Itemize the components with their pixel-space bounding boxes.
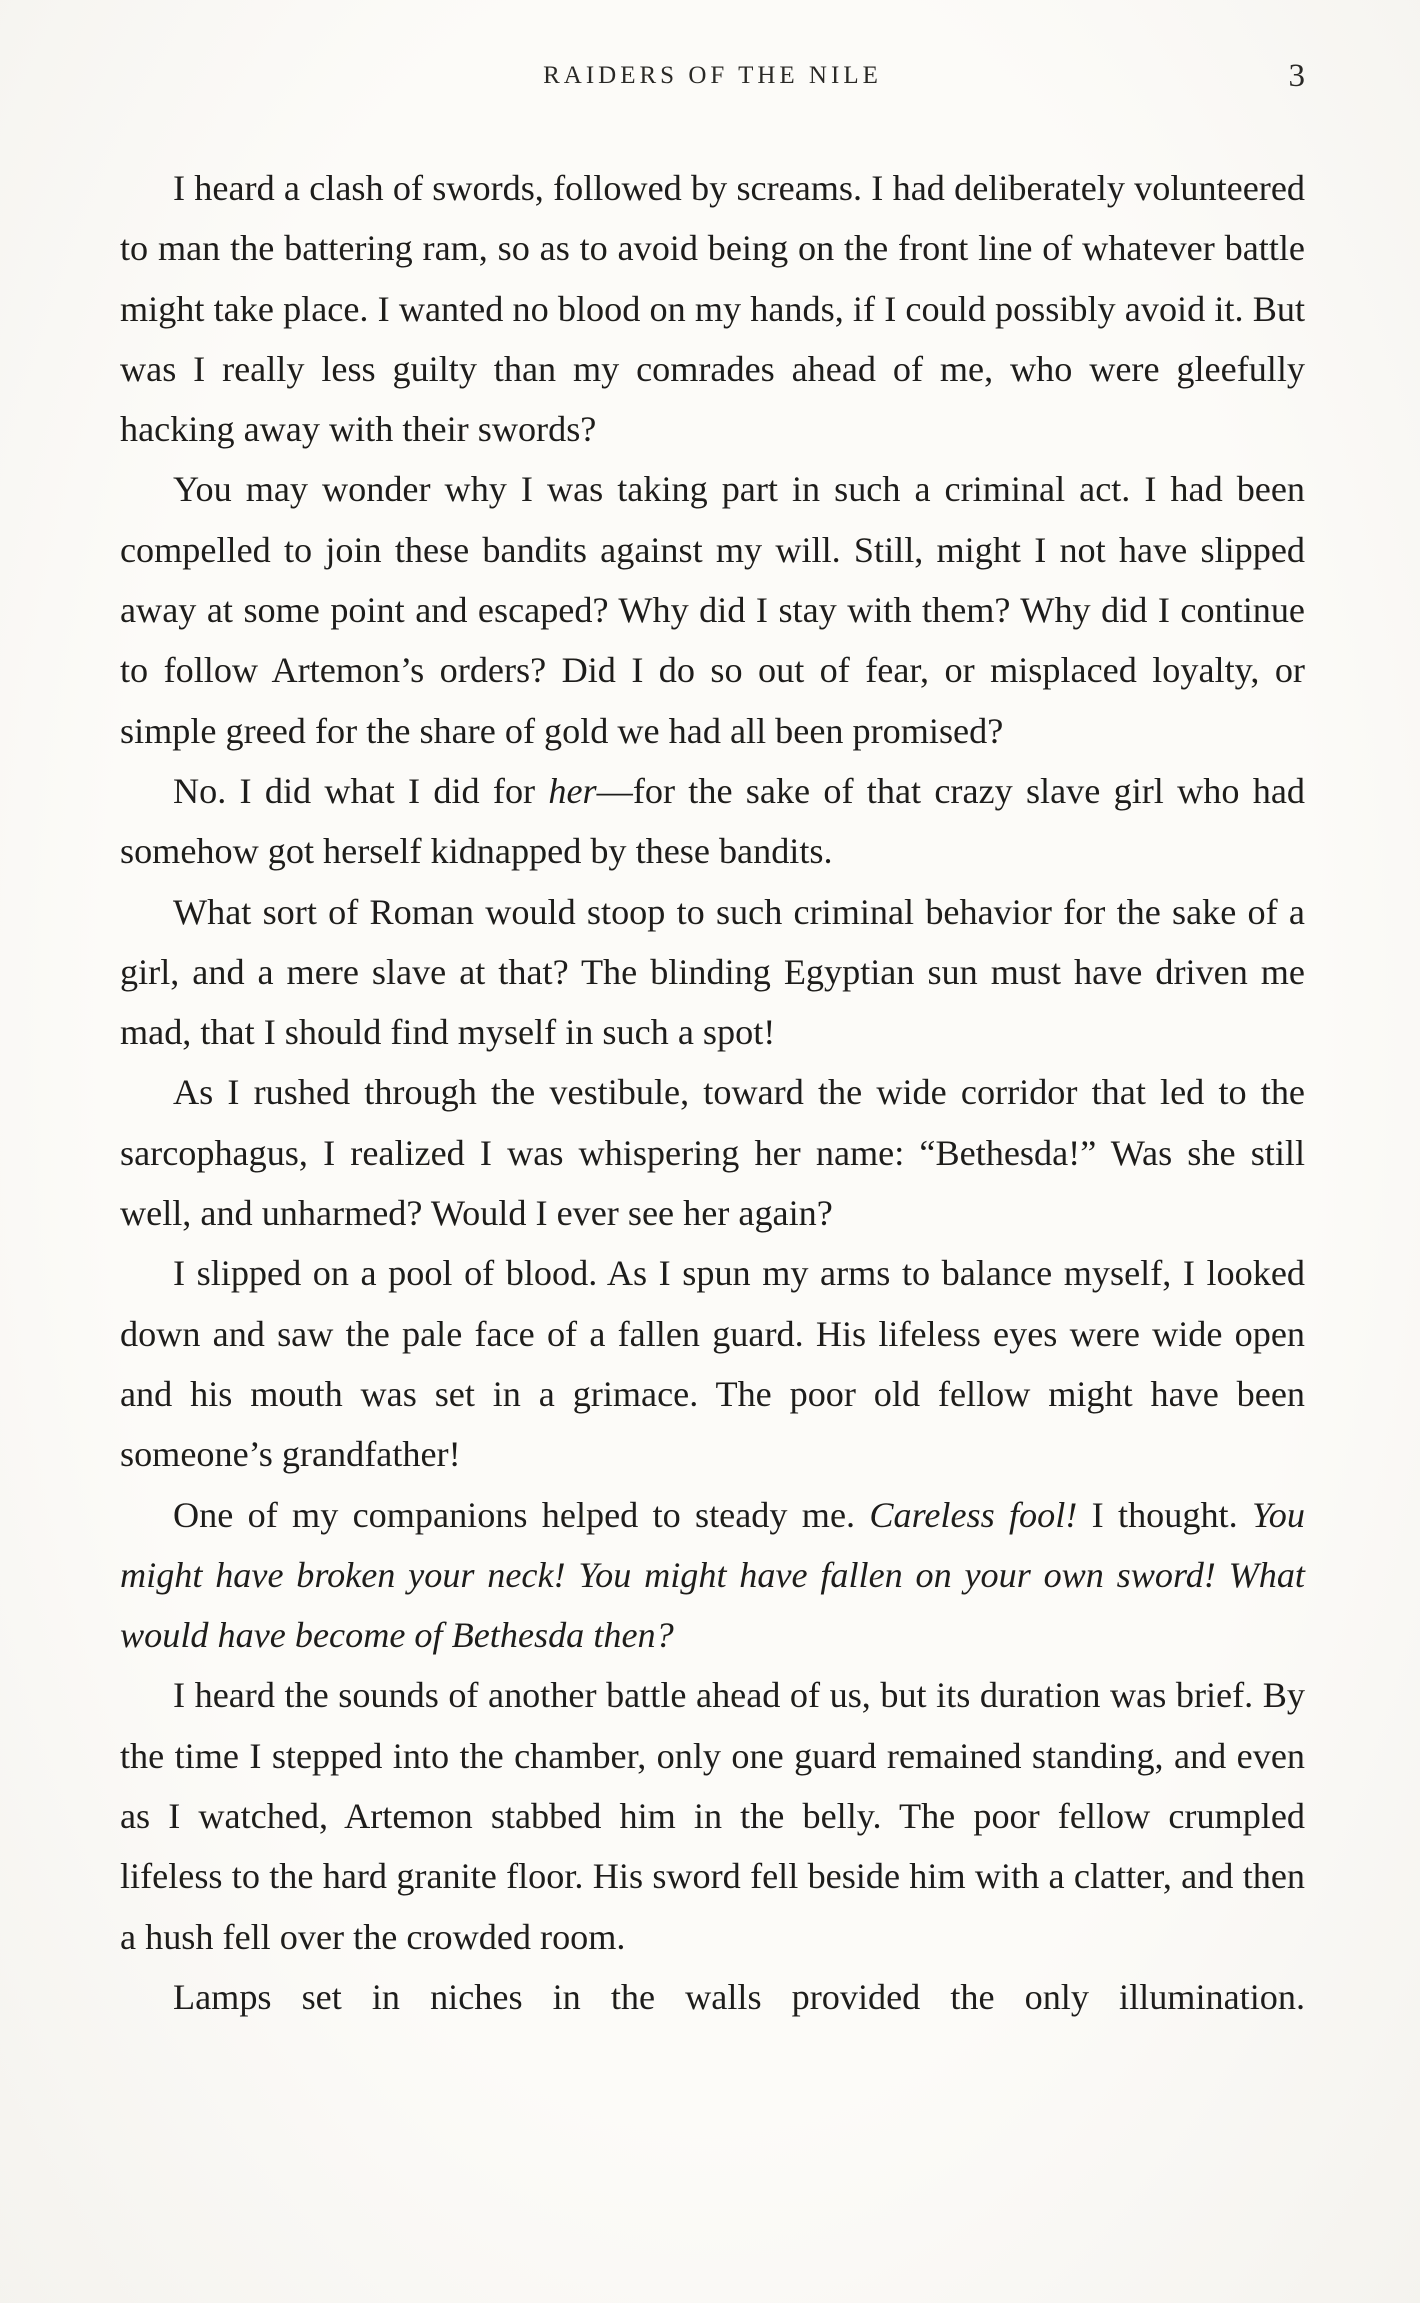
- page-header: [120, 58, 1305, 98]
- paragraph: [120, 1485, 1305, 1666]
- italic-text: Careless fool!: [869, 1494, 1078, 1535]
- text-run: Lamps set in niches in the walls provided the only illumination.: [173, 1976, 1305, 2017]
- page-number: 3: [1288, 58, 1305, 94]
- text-run: No. I did what I did for: [173, 770, 549, 811]
- paragraph: [120, 882, 1305, 1063]
- text-run: I slipped on a pool of blood. As I spun my arms to balance myself, I looked down and saw the pale face of a fallen guard. His lifeless eyes were wide open and his mouth was set in a grimace. The poor old fellow might have been someone’s grandfather!: [120, 1253, 1305, 1475]
- paragraph: [120, 1665, 1305, 1966]
- text-run: I thought.: [1077, 1494, 1252, 1535]
- text-run: I heard the sounds of another battle ahead of us, but its duration was brief. By the time I stepped into the chamber, only one guard remained standing, and even as I watched, Artemon stabbed him in the belly. The poor fellow crumpled lifeless to the hard granite floor. His sword fell beside him with a clatter, and then a hush fell over the crowded room.: [120, 1675, 1305, 1957]
- text-run: You may wonder why I was taking part in such a criminal act. I had been compelled to join these bandits against my will. Still, might I not have slipped away at some point and escaped? Why did I stay with them? Why did I continue to follow Artemon’s orders? Did I do so out of fear, or misplaced loyalty, or simple greed for the share of gold we had all been promised?: [120, 469, 1305, 751]
- paragraph: [120, 459, 1305, 760]
- paragraph: [120, 1062, 1305, 1243]
- paragraph: [120, 1243, 1305, 1484]
- italic-text: You might have broken your neck! You might have fallen on your own sword! What would have become of Bethesda then?: [120, 1494, 1305, 1656]
- text-run: One of my companions helped to steady me.: [173, 1494, 870, 1535]
- text-run: As I rushed through the vestibule, toward the wide corridor that led to the sarcophagus, I realized I was whispering her name: “Bethesda!” Was she still well, and unharmed? Would I ever see her again?: [120, 1072, 1305, 1234]
- text-run: —for the sake of that crazy slave girl who had somehow got herself kidnapped by these bandits.: [120, 770, 1305, 872]
- italic-text: her: [548, 770, 597, 811]
- paragraph: [120, 761, 1305, 882]
- running-head: RAIDERS OF THE NILE: [543, 62, 882, 89]
- text-run: What sort of Roman would stoop to such criminal behavior for the sake of a girl, and a mere slave at that? The blinding Egyptian sun must have driven me mad, that I should find myself in such a spot!: [120, 891, 1305, 1053]
- paragraph: [120, 1967, 1305, 2027]
- text-run: I heard a clash of swords, followed by screams. I had deliberately volunteered to man the battering ram, so as to avoid being on the front line of whatever battle might take place. I wanted no blood on my hands, if I could possibly avoid it. But was I really less guilty than my comrades ahead of me, who were gleefully hacking away with their swords?: [120, 168, 1305, 450]
- body-text: [120, 158, 1305, 2027]
- paragraph: [120, 158, 1305, 459]
